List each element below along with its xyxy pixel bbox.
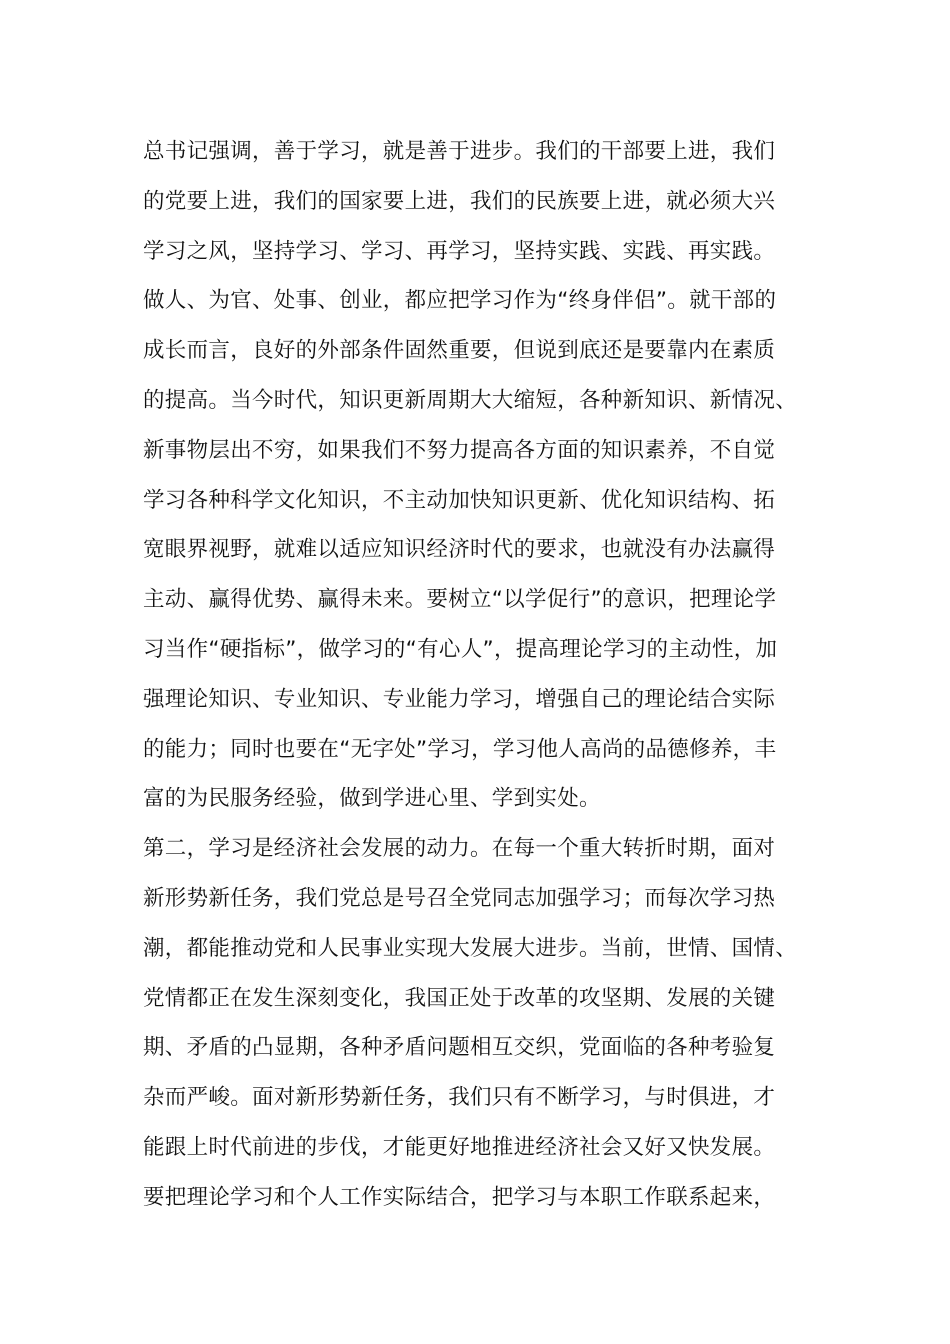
text-line-9: 宽眼界视野，就难以适应知识经济时代的要求，也就没有办法赢得 [143, 537, 776, 563]
text-line-5: 成长而言，良好的外部条件固然重要，但说到底还是要靠内在素质 [143, 338, 776, 364]
text-line-2: 的党要上进，我们的国家要上进，我们的民族要上进，就必须大兴 [143, 188, 776, 214]
text-line-1: 总书记强调，善于学习，就是善于进步。我们的干部要上进，我们 [143, 139, 776, 164]
text-line-18: 党情都正在发生深刻变化，我国正处于改革的攻坚期、发展的关键 [143, 985, 776, 1011]
text-line-17: 潮，都能推动党和人民事业实现大发展大进步。当前，世情、国情、 [143, 935, 798, 961]
text-line-11: 习当作“硬指标”，做学习的“有心人”，提高理论学习的主动性，加 [143, 636, 778, 662]
text-line-6: 的提高。当今时代，知识更新周期大大缩短，各种新知识、新情况、 [143, 387, 798, 413]
text-line-10: 主动、赢得优势、赢得未来。要树立“以学促行”的意识，把理论学 [143, 587, 777, 613]
text-line-7: 新事物层出不穷，如果我们不努力提高各方面的知识素养，不自觉 [143, 437, 776, 463]
text-line-4: 做人、为官、处事、创业，都应把学习作为“终身伴侣”。就干部的 [143, 288, 777, 314]
text-line-3: 学习之风，坚持学习、学习、再学习，坚持实践、实践、再实践。 [143, 238, 776, 264]
text-line-21: 能跟上时代前进的步伐，才能更好地推进经济社会又好又快发展。 [143, 1134, 776, 1160]
text-line-15: 第二，学习是经济社会发展的动力。在每一个重大转折时期，面对 [143, 836, 776, 862]
text-line-22: 要把理论学习和个人工作实际结合，把学习与本职工作联系起来， [143, 1184, 776, 1210]
text-line-19: 期、矛盾的凸显期，各种矛盾问题相互交织，党面临的各种考验复 [143, 1035, 776, 1061]
text-line-14: 富的为民服务经验，做到学进心里、学到实处。 [143, 786, 601, 812]
text-line-16: 新形势新任务，我们党总是号召全党同志加强学习；而每次学习热 [143, 885, 776, 911]
text-line-13: 的能力；同时也要在“无字处”学习，学习他人高尚的品德修养，丰 [143, 736, 777, 762]
body-text [143, 127, 823, 1223]
text-line-12: 强理论知识、专业知识、专业能力学习，增强自己的理论结合实际 [143, 686, 776, 712]
text-line-20: 杂而严峻。面对新形势新任务，我们只有不断学习，与时俱进，才 [143, 1085, 776, 1111]
text-line-8: 学习各种科学文化知识，不主动加快知识更新、优化知识结构、拓 [143, 487, 776, 513]
